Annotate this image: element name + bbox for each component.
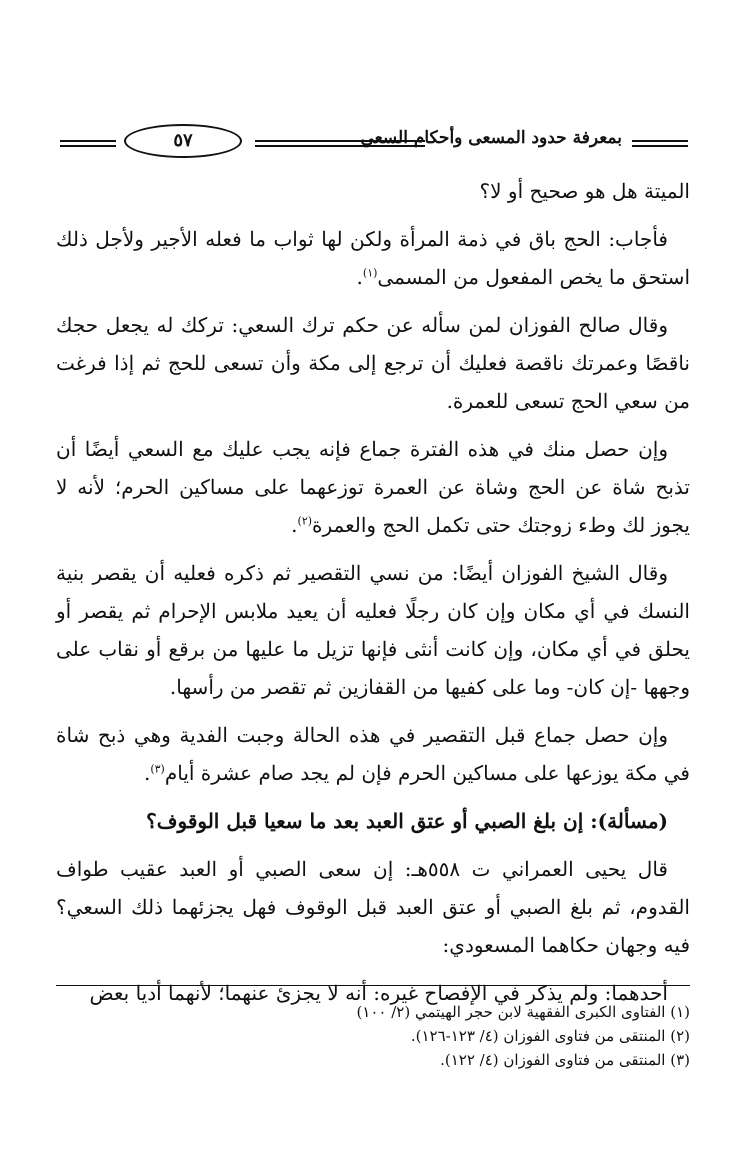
header-rule-right bbox=[632, 140, 688, 147]
footnote: (٢) المنتقى من فتاوى الفوزان (٤/ ١٢٣-١٢٦). bbox=[410, 1027, 690, 1045]
footnote-separator bbox=[56, 985, 690, 986]
footnote-ref: (٣) bbox=[150, 762, 165, 776]
header-rule-left bbox=[60, 140, 116, 147]
footnote: (١) الفتاوى الكبرى الفقهية لابن حجر الهيتمي (٢/ ١٠٠) bbox=[356, 1003, 690, 1021]
paragraph: وقال صالح الفوزان لمن سأله عن حكم ترك السعي: تركك له يجعل حجك ناقصًا وعمرتك ناقصة فعليك أن ترجع إلى مكة وأن تسعى للحج ثم إذا فرغت من سعي الحج تسعى للعمرة. bbox=[56, 313, 690, 413]
paragraph: الميتة هل هو صحيح أو لا؟ bbox=[479, 179, 690, 203]
paragraph: فأجاب: الحج باق في ذمة المرأة ولكن لها ثواب ما فعله الأجير ولأجل ذلك استحق ما يخص المفعول من المسمى$^{(١)}$. bbox=[56, 227, 690, 289]
footnote-ref: (٢) bbox=[297, 514, 313, 528]
footnotes bbox=[56, 1000, 690, 1072]
paragraph: قال يحيى العمراني ت ٥٥٨هـ: إن سعى الصبي أو العبد عقيب طواف القدوم، ثم بلغ الصبي أو عتق العبد قبل الوقوف فهل يجزئهما ذلك السعي؟ فيه وجهان حكاهما المسعودي: bbox=[56, 857, 690, 957]
question-heading: (مسألة): إن بلغ الصبي أو عتق العبد بعد ما سعيا قبل الوقوف؟ bbox=[146, 809, 668, 833]
footnote: (٣) المنتقى من فتاوى الفوزان (٤/ ١٢٢). bbox=[440, 1051, 690, 1069]
footnote-ref: (١) bbox=[362, 266, 378, 280]
paragraph: أحدهما: ولم يذكر في الإفصاح غيره: أنه لا يجزئ عنهما؛ لأنهما أديا بعض bbox=[89, 981, 668, 1005]
paragraph: وإن حصل جماع قبل التقصير في هذه الحالة وجبت الفدية وهي ذبح شاة في مكة يوزعها على مساكين الحرم فإن لم يجد صام عشرة أيام$^{(٣)}$. bbox=[56, 723, 690, 785]
page-header bbox=[60, 120, 688, 164]
running-title: بمعرفة حدود المسعى وأحكام السعي bbox=[360, 128, 622, 148]
paragraph: وإن حصل منك في هذه الفترة جماع فإنه يجب عليك مع السعي أيضًا أن تذبح شاة عن الحج وشاة عن العمرة توزعهما على مساكين الحرم؛ لأنه لا يجوز لك وطء زوجتك حتى تكمل الحج والعمرة$^{(٢)}$. bbox=[56, 437, 690, 537]
main-text bbox=[56, 172, 690, 1022]
page-number: ٥٧ bbox=[124, 124, 242, 158]
header-rule-middle bbox=[255, 140, 425, 147]
paragraph: وقال الشيخ الفوزان أيضًا: من نسي التقصير ثم ذكره فعليه أن يقصر بنية النسك في أي مكان وإن كان رجلًا فعليه أن يعيد ملابس الإحرام ثم يقصر أو يحلق في أي مكان، وإن كانت أنثى فإنها تزيل ما عليها من برقع أو نقاب على وجهها -إن كان- وما على كفيها من القفازين ثم تقصر من رأسها. bbox=[56, 561, 690, 699]
